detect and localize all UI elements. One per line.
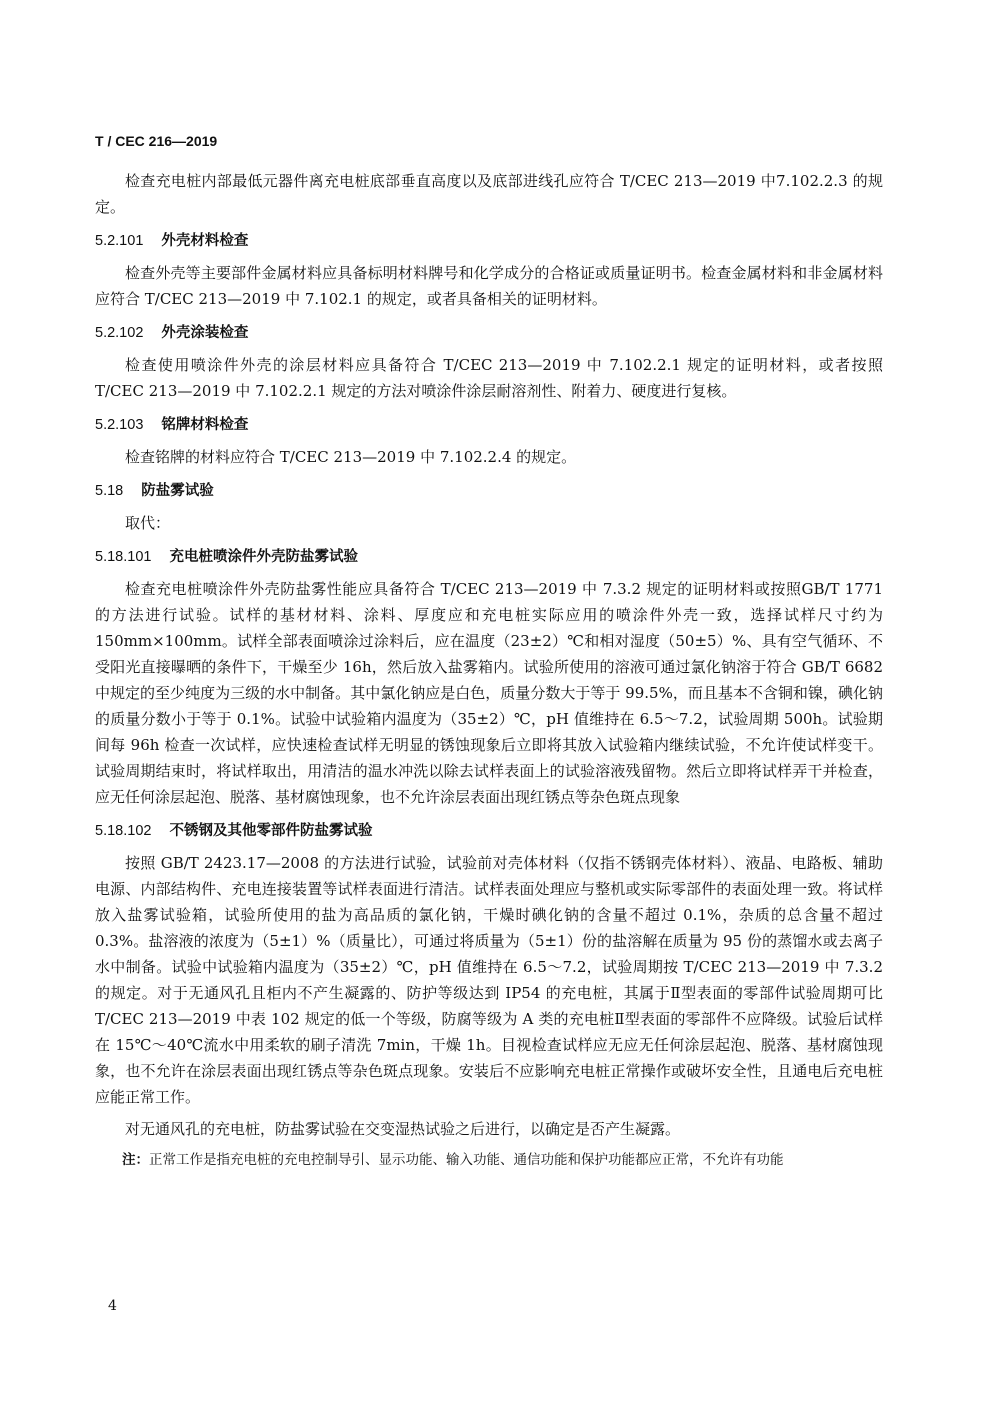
section-heading bbox=[95, 320, 883, 346]
page-number: 4 bbox=[108, 1298, 117, 1314]
paragraph: 对无通风孔的充电桩，防盐雾试验在交变湿热试验之后进行，以确定是否产生凝露。 bbox=[125, 1120, 681, 1138]
section-title: 防盐雾试验 bbox=[141, 483, 214, 499]
note-label: 注： bbox=[122, 1152, 149, 1168]
paragraph: 检查使用喷涂件外壳的涂层材料应具备符合 T/CEC 213—2019 中 7.102.2.1 规定的证明材料，或者按照 T/CEC 213—2019 中 7.102.2.1 规定的方法对喷涂件涂层耐溶剂性、附着力、硬度进行复核。 bbox=[95, 356, 883, 400]
section-heading bbox=[95, 412, 883, 438]
note bbox=[95, 1148, 883, 1172]
paragraph: 按照 GB/T 2423.17—2008 的方法进行试验，试验前对壳体材料（仅指不锈钢壳体材料）、液晶、电路板、辅助电源、内部结构件、充电连接装置等试样表面进行清洁。试样表面处理应与整机或实际零部件的表面处理一致。将试样放入盐雾试验箱，试验所使用的盐为高品质的氯化钠，干燥时碘化钠的含量不超过 0.1%，杂质的总含量不超过 0.3%。盐溶液的浓度为（5±1）%（质量比），可通过将质量为（5±1）份的盐溶解在质量为 95 份的蒸馏水或去离子水中制备。试验中试验箱内温度为（35±2）℃，pH 值维持在 6.5～7.2，试验周期按 T/CEC 213—2019 中 7.3.2 的规定。对于无通风孔且柜内不产生凝露的、防护等级达到 IP54 的充电桩，其属于Ⅱ型表面的零部件试验周期可比 T/CEC 213—2019 中表 102 规定的低一个等级，防腐等级为 A 类的充电桩Ⅱ型表面的零部件不应降级。试验后试样在 15℃～40℃流水中用柔软的刷子清洗 7min，干燥 1h。目视检查试样应无应无任何涂层起泡、脱落、基材腐蚀现象，也不允许在涂层表面出现红锈点等杂色斑点现象。安装后不应影响充电桩正常操作或破坏安全性，且通电后充电桩应能正常工作。 bbox=[95, 854, 883, 1106]
section-heading bbox=[95, 478, 883, 504]
paragraph: 检查充电桩喷涂件外壳防盐雾性能应具备符合 T/CEC 213—2019 中 7.3.2 规定的证明材料或按照GB/T 1771 的方法进行试验。试样的基材材料、涂料、厚度应和充电桩实际应用的喷涂件外壳一致，选择试样尺寸约为 150mm×100mm。试样全部表面喷涂过涂料后，应在温度（23±2）℃和相对湿度（50±5）%、具有空气循环、不受阳光直接曝晒的条件下，干燥至少 16h，然后放入盐雾箱内。试验所使用的溶液可通过氯化钠溶于符合 GB/T 6682 中规定的至少纯度为三级的水中制备。其中氯化钠应是白色，质量分数大于等于 99.5%，而且基本不含铜和镍，碘化钠的质量分数小于等于 0.1%。试验中试验箱内温度为（35±2）℃，pH 值维持在 6.5～7.2，试验周期 500h。试验期间每 96h 检查一次试样，应快速检查试样无明显的锈蚀现象后立即将其放入试验箱内继续试验，不允许使试样变干。试验周期结束时，将试样取出，用清洁的温水冲洗以除去试样表面上的试验溶液残留物。然后立即将试样弄干并检查，应无任何涂层起泡、脱落、基材腐蚀现象，也不允许涂层表面出现红锈点等杂色斑点现象 bbox=[95, 580, 883, 806]
section-number: 5.18.101 bbox=[95, 549, 152, 565]
section-heading bbox=[95, 228, 883, 254]
section-title: 外壳涂装检查 bbox=[161, 325, 249, 341]
section-number: 5.18 bbox=[95, 483, 124, 499]
document-id-header: T / CEC 216—2019 bbox=[95, 133, 218, 149]
section-number: 5.2.103 bbox=[95, 417, 144, 433]
paragraph: 取代： bbox=[125, 514, 171, 532]
section-title: 不锈钢及其他零部件防盐雾试验 bbox=[169, 823, 373, 839]
note-text: 正常工作是指充电桩的充电控制导引、显示功能、输入功能、通信功能和保护功能都应正常，不允许有功能 bbox=[149, 1152, 784, 1168]
paragraph: 检查铭牌的材料应符合 T/CEC 213—2019 中 7.102.2.4 的规定。 bbox=[125, 448, 577, 466]
section-number: 5.2.101 bbox=[95, 233, 144, 249]
document-body bbox=[95, 168, 883, 1172]
paragraph: 检查外壳等主要部件金属材料应具备标明材料牌号和化学成分的合格证或质量证明书。检查金属材料和非金属材料应符合 T/CEC 213—2019 中 7.102.1 的规定，或者具备相关的证明材料。 bbox=[95, 264, 883, 308]
section-title: 充电桩喷涂件外壳防盐雾试验 bbox=[169, 549, 358, 565]
paragraph: 检查充电桩内部最低元器件离充电桩底部垂直高度以及底部进线孔应符合 T/CEC 213—2019 中7.102.2.3 的规定。 bbox=[95, 172, 883, 216]
section-heading bbox=[95, 818, 883, 844]
section-number: 5.18.102 bbox=[95, 823, 152, 839]
section-heading bbox=[95, 544, 883, 570]
section-number: 5.2.102 bbox=[95, 325, 144, 341]
section-title: 外壳材料检查 bbox=[161, 233, 249, 249]
section-title: 铭牌材料检查 bbox=[161, 417, 249, 433]
